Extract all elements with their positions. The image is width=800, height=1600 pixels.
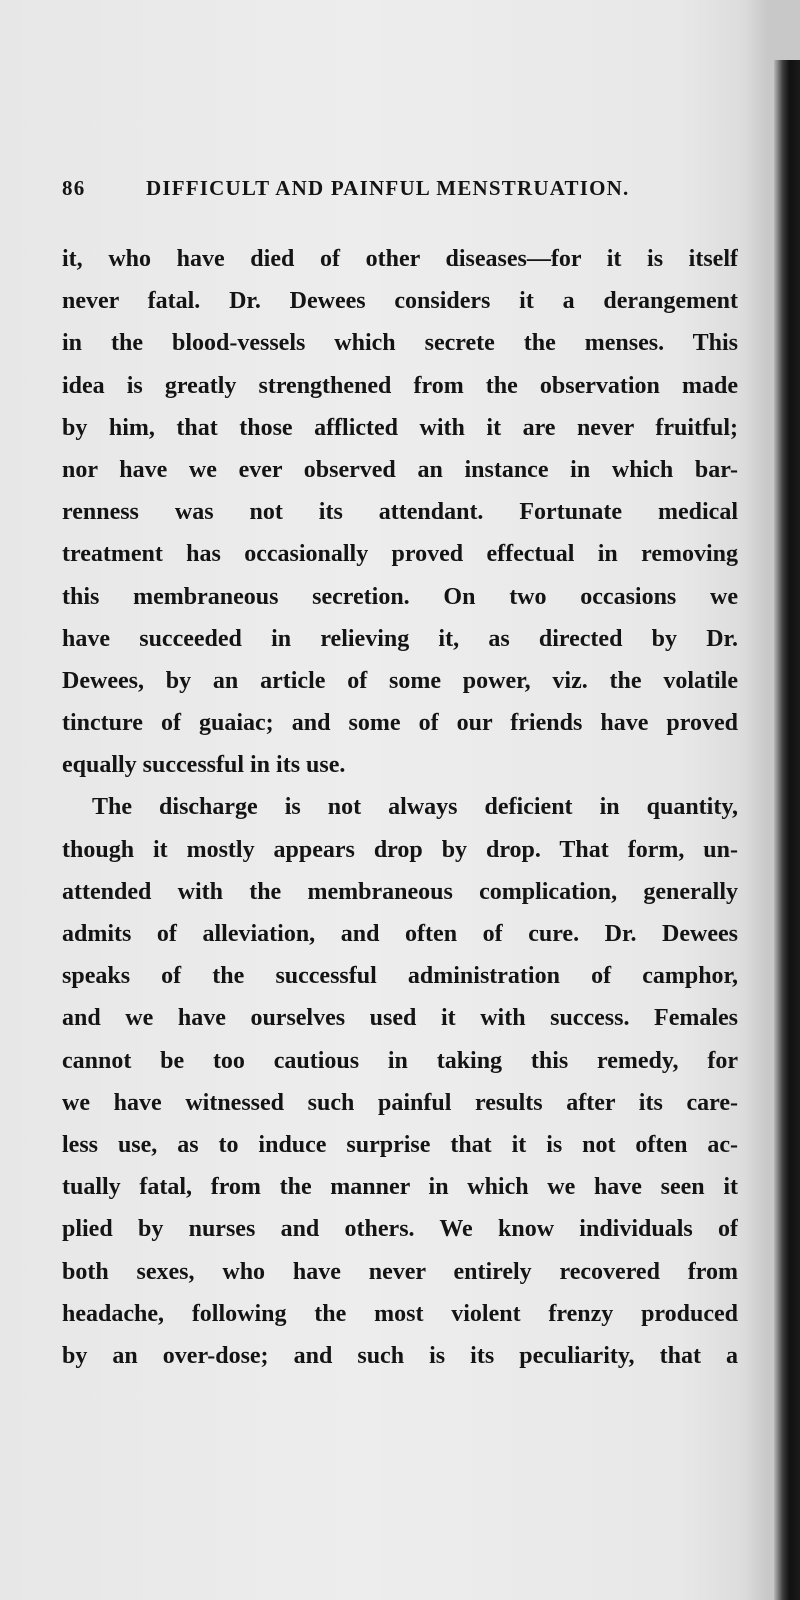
page-header (62, 176, 742, 212)
text-line-12: tincture of guaiac; and some of our friends have proved (62, 710, 738, 737)
text-line-5: by him, that those afflicted with it are never fruitful; (62, 414, 738, 441)
text-line-18: speaks of the successful administration of camphor, (62, 963, 738, 990)
text-line-6: nor have we ever observed an instance in which bar- (62, 456, 738, 483)
text-line-17: admits of alleviation, and often of cure. Dr. Dewees (62, 921, 738, 947)
text-line-15: though it mostly appears drop by drop. That form, un- (62, 836, 738, 863)
text-line-4: idea is greatly strengthened from the observation made (62, 372, 738, 399)
text-line-9: this membraneous secretion. On two occasions we (62, 583, 738, 610)
text-line-13: equally successful in its use. (62, 752, 346, 779)
text-line-25: both sexes, who have never entirely recovered from (62, 1258, 738, 1285)
text-line-23: tually fatal, from the manner in which we have seen it (62, 1174, 738, 1201)
text-line-26: headache, following the most violent frenzy produced (62, 1300, 738, 1327)
book-binding-edge (774, 60, 800, 1600)
text-line-24: plied by nurses and others. We know individuals of (62, 1216, 738, 1243)
text-line-2: never fatal. Dr. Dewees considers it a derangement (62, 288, 738, 315)
text-line-3: in the blood-vessels which secrete the menses. This (62, 330, 738, 357)
body-text (62, 238, 738, 1377)
text-line-11: Dewees, by an article of some power, viz. the volatile (62, 667, 738, 694)
running-title: DIFFICULT AND PAINFUL MENSTRUATION. (146, 176, 630, 200)
text-line-8: treatment has occasionally proved effectual in removing (62, 541, 738, 568)
text-line-20: cannot be too cautious in taking this remedy, for (62, 1047, 738, 1074)
text-line-7: renness was not its attendant. Fortunate medical (62, 499, 738, 526)
text-line-10: have succeeded in relieving it, as directed by Dr. (62, 625, 738, 652)
text-line-1: it, who have died of other diseases—for it is itself (62, 246, 738, 272)
text-line-27: by an over-dose; and such is its peculiarity, that a (62, 1342, 738, 1369)
page-number: 86 (62, 176, 86, 200)
text-line-16: attended with the membraneous complication, generally (62, 878, 738, 905)
text-line-21: we have witnessed such painful results after its care- (62, 1089, 738, 1116)
text-line-14: The discharge is not always deficient in quantity, (92, 794, 738, 821)
text-line-19: and we have ourselves used it with success. Females (62, 1005, 738, 1032)
text-line-22: less use, as to induce surprise that it is not often ac- (62, 1131, 738, 1158)
